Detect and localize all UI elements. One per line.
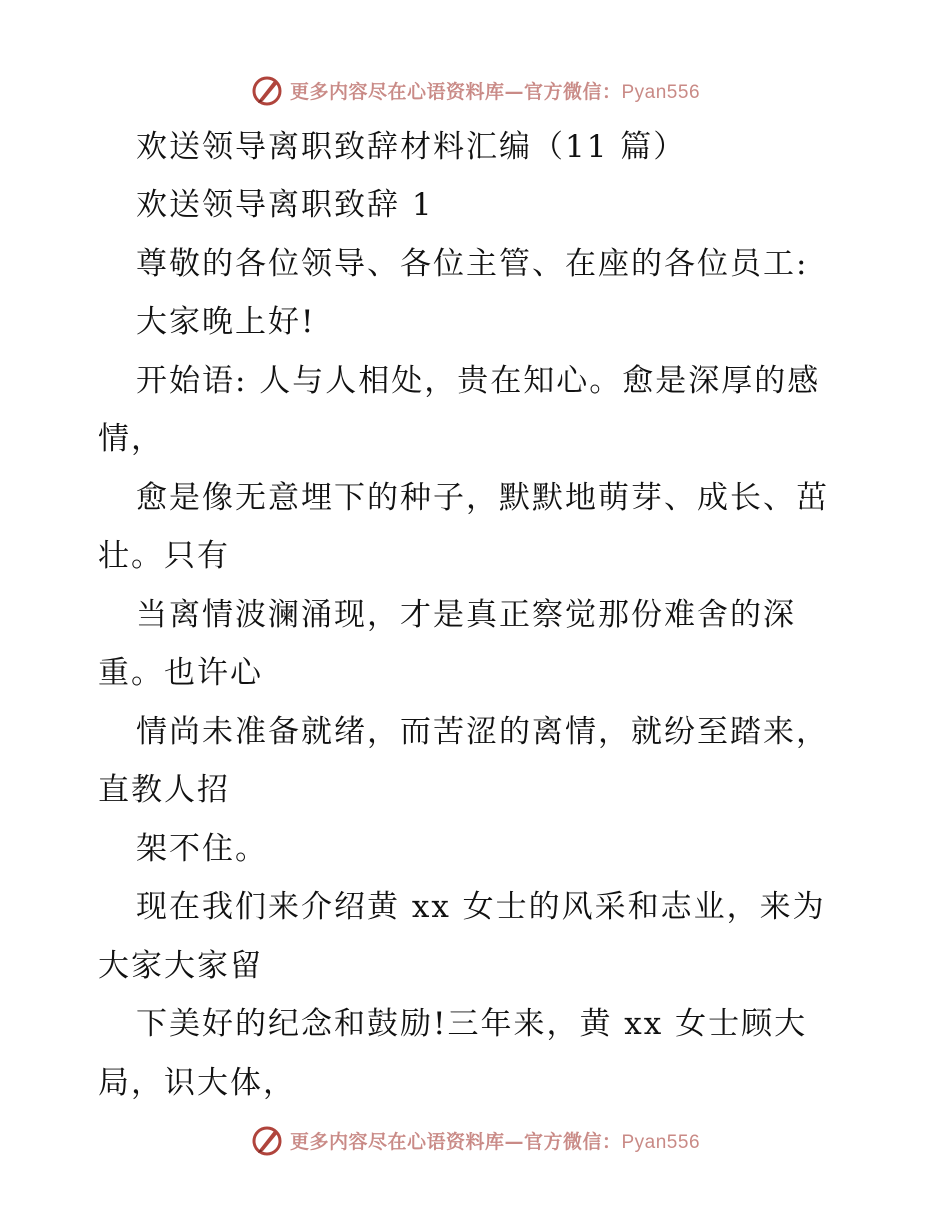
greeting: 大家晚上好! <box>136 304 316 340</box>
section-heading: 欢送领导离职致辞 1 <box>136 187 434 223</box>
pen-logo-icon <box>250 73 284 107</box>
salutation: 尊敬的各位领导、各位主管、在座的各位员工: <box>136 246 809 282</box>
paragraph-line: 开始语: 人与人相处，贵在知心。愈是深厚的感 <box>136 363 821 399</box>
paragraph-line: 大家大家留 <box>98 948 263 984</box>
footer-banner-inner <box>250 1123 700 1157</box>
paragraph-line: 壮。只有 <box>98 538 230 574</box>
pen-logo-icon <box>250 1123 284 1157</box>
paragraph-line: 情尚未准备就绪，而苦涩的离情，就纷至踏来， <box>136 714 829 750</box>
paragraph-line: 架不住。 <box>136 831 268 867</box>
paragraph-line: 当离情波澜涌现，才是真正察觉那份难舍的深 <box>136 597 796 633</box>
paragraph-line: 重。也许心 <box>98 655 263 691</box>
footer-banner-text: 更多内容尽在心语资料库—官方微信：Pyan556 <box>289 1130 701 1153</box>
paragraph-line: 愈是像无意埋下的种子，默默地萌芽、成长、茁 <box>136 480 829 516</box>
header-banner-brand: Pyan556 <box>621 81 701 103</box>
header-banner-text: 更多内容尽在心语资料库—官方微信：Pyan556 <box>289 80 701 103</box>
footer-banner-brand: Pyan556 <box>621 1131 701 1153</box>
document-title: 欢送领导离职致辞材料汇编（11 篇） <box>136 129 687 165</box>
paragraph-line: 现在我们来介绍黄 xx 女士的风采和志业，来为 <box>136 889 826 925</box>
paragraph-line: 直教人招 <box>98 772 230 808</box>
paragraph-line: 情， <box>98 421 164 457</box>
header-banner-inner <box>250 73 700 107</box>
header-banner <box>0 70 950 110</box>
paragraph-line: 局，识大体， <box>98 1065 296 1101</box>
footer-banner <box>0 1120 950 1160</box>
paragraph-line: 下美好的纪念和鼓励!三年来，黄 xx 女士顾大 <box>136 1006 808 1042</box>
